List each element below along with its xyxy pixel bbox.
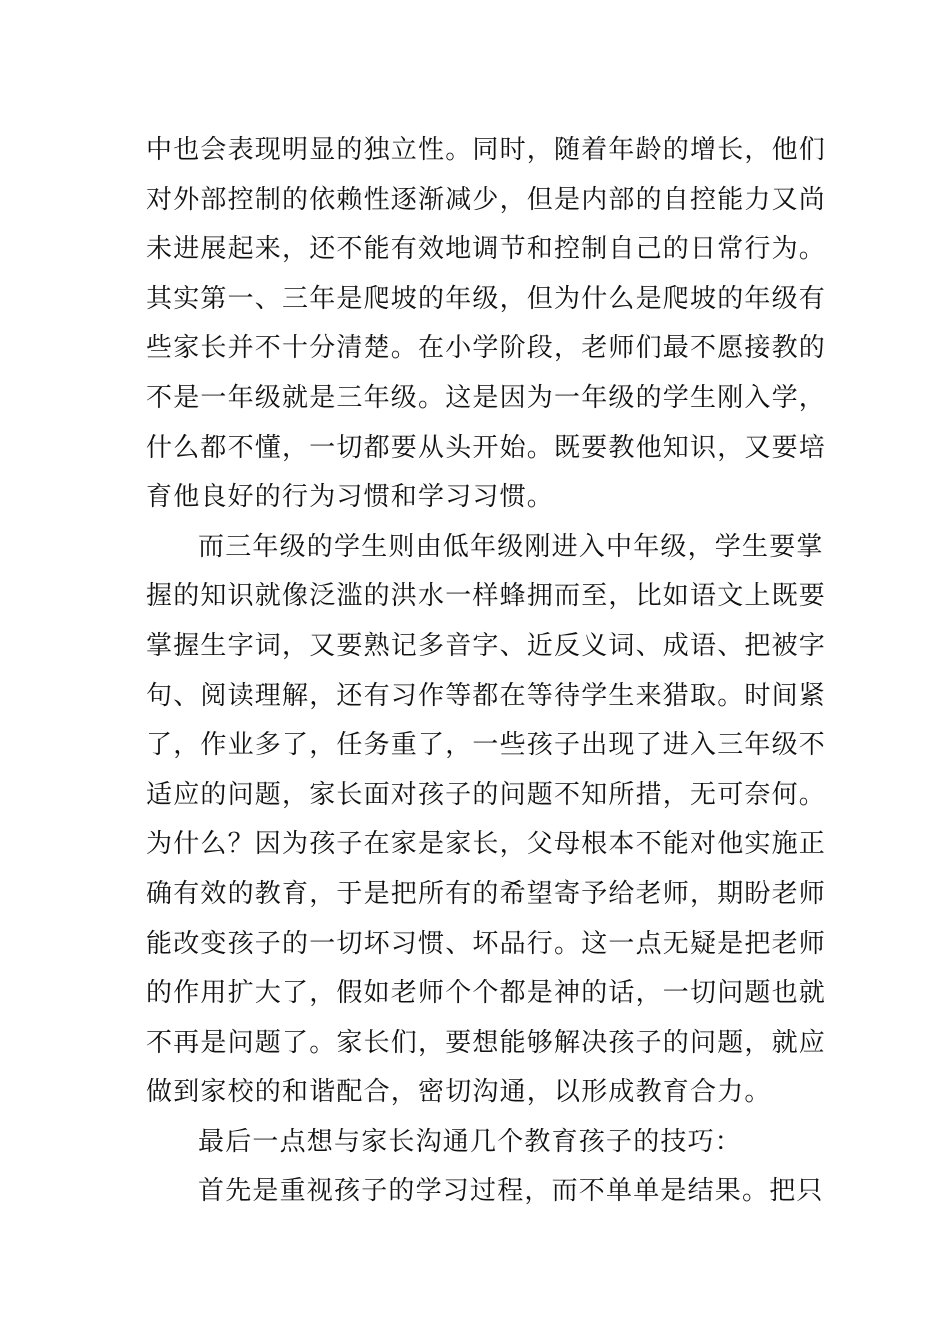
text-line: 中也会表现明显的独立性。同时，随着年龄的增长，他们: [146, 135, 827, 165]
text-line: 最后一点想与家长沟通几个教育孩子的技巧：: [198, 1126, 743, 1157]
document-body: [146, 126, 827, 1217]
text-line: 为什么？因为孩子在家是家长，父母根本不能对他实施正: [146, 829, 827, 860]
text-line: 做到家校的和谐配合，密切沟通，以形成教育合力。: [146, 1077, 772, 1108]
text-line: 握的知识就像泛滥的洪水一样蜂拥而至，比如语文上既要: [146, 581, 827, 612]
text-line: 掌握生字词，又要熟记多音字、近反义词、成语、把被字: [146, 630, 827, 661]
text-line: 未进展起来，还不能有效地调节和控制自己的日常行为。: [146, 234, 827, 265]
text-line: 不再是问题了。家长们，要想能够解决孩子的问题，就应: [146, 1027, 827, 1058]
text-line: 适应的问题，家长面对孩子的问题不知所措，无可奈何。: [146, 779, 827, 810]
text-line: 而三年级的学生则由低年级刚进入中年级，学生要掌: [198, 531, 824, 562]
text-line: 什么都不懂，一切都要从头开始。既要教他知识，又要培: [146, 432, 827, 463]
text-line: 句、阅读理解，还有习作等都在等待学生来猎取。时间紧: [146, 680, 827, 711]
text-line: 确有效的教育，于是把所有的希望寄予给老师，期盼老师: [146, 878, 827, 909]
text-line: 对外部控制的依赖性逐渐减少，但是内部的自控能力又尚: [146, 184, 827, 215]
text-line: 不是一年级就是三年级。这是因为一年级的学生刚入学，: [146, 382, 827, 413]
text-line: 首先是重视孩子的学习过程，而不单单是结果。把只: [198, 1176, 824, 1207]
text-line: 能改变孩子的一切坏习惯、坏品行。这一点无疑是把老师: [146, 928, 827, 959]
text-line: 其实第一、三年是爬坡的年级，但为什么是爬坡的年级有: [146, 283, 827, 314]
text-line: 些家长并不十分清楚。在小学阶段，老师们最不愿接教的: [146, 333, 827, 364]
text-line: 了，作业多了，任务重了，一些孩子出现了进入三年级不: [146, 730, 827, 761]
text-line: 的作用扩大了，假如老师个个都是神的话，一切问题也就: [146, 978, 827, 1009]
text-line: 育他良好的行为习惯和学习习惯。: [146, 482, 555, 513]
